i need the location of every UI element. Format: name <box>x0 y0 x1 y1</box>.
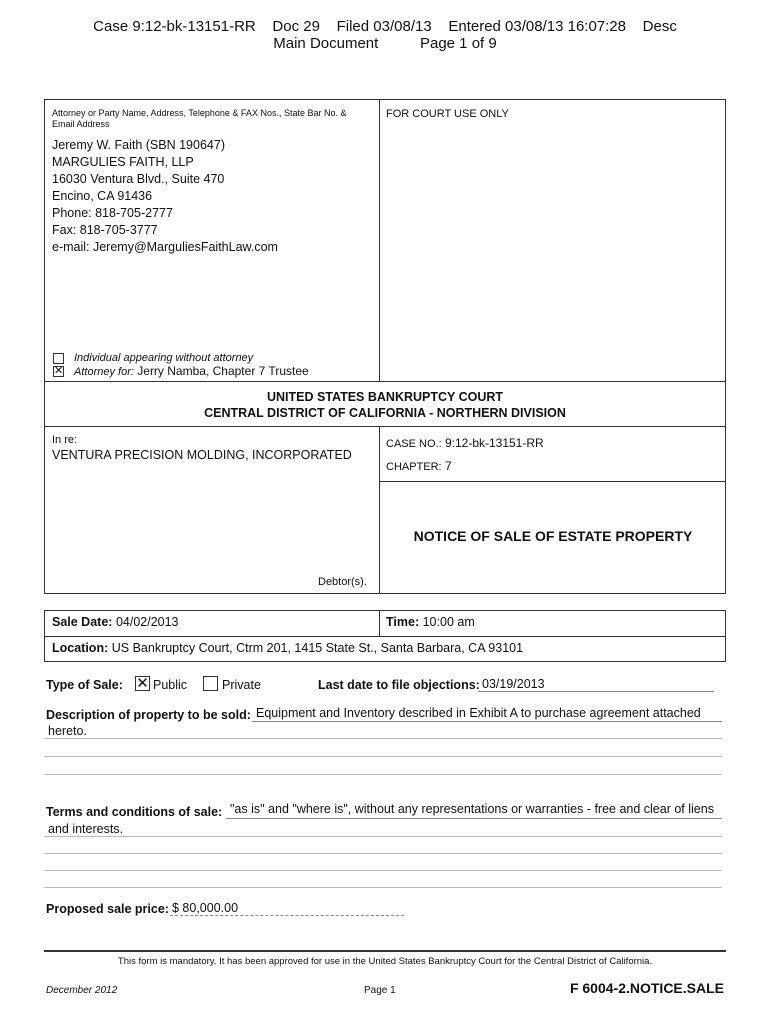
court-name: UNITED STATES BANKRUPTCY COURT CENTRAL DISTRICT OF CALIFORNIA - NORTHERN DIVISION <box>204 390 566 420</box>
sale-date-row <box>52 615 179 629</box>
price-value: $ 80,000.00 <box>172 901 239 915</box>
case-no-label: CASE NO.: <box>386 438 442 450</box>
form-id: F 6004-2.NOTICE.SALE <box>569 980 724 996</box>
underline <box>226 818 722 819</box>
terms-line-2: and interests. <box>48 822 124 836</box>
blank-line <box>44 853 722 854</box>
check-mark-icon: ✕ <box>54 365 64 377</box>
attorney-line: Jeremy W. Faith (SBN 190647) <box>52 138 225 152</box>
attorney-for-value: Jerry Namba, Chapter 7 Trustee <box>137 364 309 378</box>
case-header-line-2: Main Document Page 1 of 9 <box>273 35 497 52</box>
underline <box>478 691 714 692</box>
attorney-for-checkbox[interactable] <box>53 366 64 377</box>
sale-time-label: Time: <box>386 615 420 629</box>
case-number-row <box>386 436 544 450</box>
price-label: Proposed sale price: <box>46 902 169 916</box>
court-use-label: FOR COURT USE ONLY <box>386 108 509 120</box>
footer-page: Page 1 <box>364 985 396 996</box>
terms-label: Terms and conditions of sale: <box>46 805 223 819</box>
public-checkbox[interactable] <box>135 676 150 691</box>
debtors-label: Debtor(s). <box>318 576 367 588</box>
sale-date-label: Sale Date: <box>52 615 113 629</box>
chapter-label: CHAPTER: <box>386 461 442 473</box>
case-no-value: 9:12-bk-13151-RR <box>444 436 544 450</box>
description-line-1: Equipment and Inventory described in Exhibit A to purchase agreement attached <box>256 706 701 720</box>
public-label: Public <box>153 678 188 692</box>
check-mark-icon: ✕ <box>136 675 149 692</box>
attorney-for-label: Attorney for: <box>74 366 134 378</box>
case-header-line-1: Case 9:12-bk-13151-RR Doc 29 Filed 03/08/13 Entered 03/08/13 16:07:28 Desc <box>93 18 677 35</box>
sale-location-row <box>52 641 523 655</box>
private-checkbox[interactable] <box>203 676 218 691</box>
attorney-info <box>52 137 278 256</box>
attorney-line: Fax: 818-705-3777 <box>52 223 158 237</box>
without-attorney-label: Individual appearing without attorney <box>74 352 254 364</box>
notice-title: NOTICE OF SALE OF ESTATE PROPERTY <box>413 528 693 544</box>
objections-date: 03/19/2013 <box>482 677 545 691</box>
blank-line <box>44 887 722 888</box>
sale-location-label: Location: <box>52 641 109 655</box>
in-re-label: In re: <box>52 434 78 446</box>
chapter-value: 7 <box>444 459 452 473</box>
underline <box>170 915 404 916</box>
divider <box>379 481 726 482</box>
footer-rule <box>44 950 726 952</box>
blank-line <box>44 870 722 871</box>
blank-line <box>44 774 722 775</box>
blank-line <box>44 836 722 837</box>
attorney-line: Phone: 818-705-2777 <box>52 206 173 220</box>
chapter-row <box>386 459 452 473</box>
private-label: Private <box>222 678 261 692</box>
objections-label: Last date to file objections: <box>318 678 480 692</box>
attorney-line: 16030 Ventura Blvd., Suite 470 <box>52 172 225 186</box>
terms-line-1: "as is" and "where is", without any representations or warranties - free and clear of liens <box>230 802 714 816</box>
footer-date: December 2012 <box>46 985 118 996</box>
description-label: Description of property to be sold: <box>46 708 251 722</box>
blank-line <box>44 756 722 757</box>
without-attorney-checkbox[interactable] <box>53 353 64 364</box>
attorney-for-row <box>74 364 309 378</box>
divider <box>379 610 380 636</box>
description-line-2: hereto. <box>48 724 87 738</box>
attorney-line: MARGULIES FAITH, LLP <box>52 155 194 169</box>
sale-time-value: 10:00 am <box>422 615 475 629</box>
divider <box>379 99 380 382</box>
type-of-sale-label: Type of Sale: <box>46 678 123 692</box>
attorney-line: Encino, CA 91436 <box>52 189 153 203</box>
underline <box>252 721 722 722</box>
divider <box>44 636 726 637</box>
attorney-label: Attorney or Party Name, Address, Telephone & FAX Nos., State Bar No. & Email Address <box>52 108 347 129</box>
sale-location-value: US Bankruptcy Court, Ctrm 201, 1415 State St., Santa Barbara, CA 93101 <box>111 641 524 655</box>
blank-line <box>44 738 722 739</box>
attorney-line: e-mail: Jeremy@MarguliesFaithLaw.com <box>52 240 278 254</box>
debtor-name: VENTURA PRECISION MOLDING, INCORPORATED <box>52 448 352 462</box>
divider <box>379 426 380 594</box>
sale-time-row <box>386 615 475 629</box>
sale-date-value: 04/02/2013 <box>115 615 179 629</box>
footer-notice: This form is mandatory. It has been approved for use in the United States Bankruptcy Court for the Central District of California. <box>117 956 653 967</box>
